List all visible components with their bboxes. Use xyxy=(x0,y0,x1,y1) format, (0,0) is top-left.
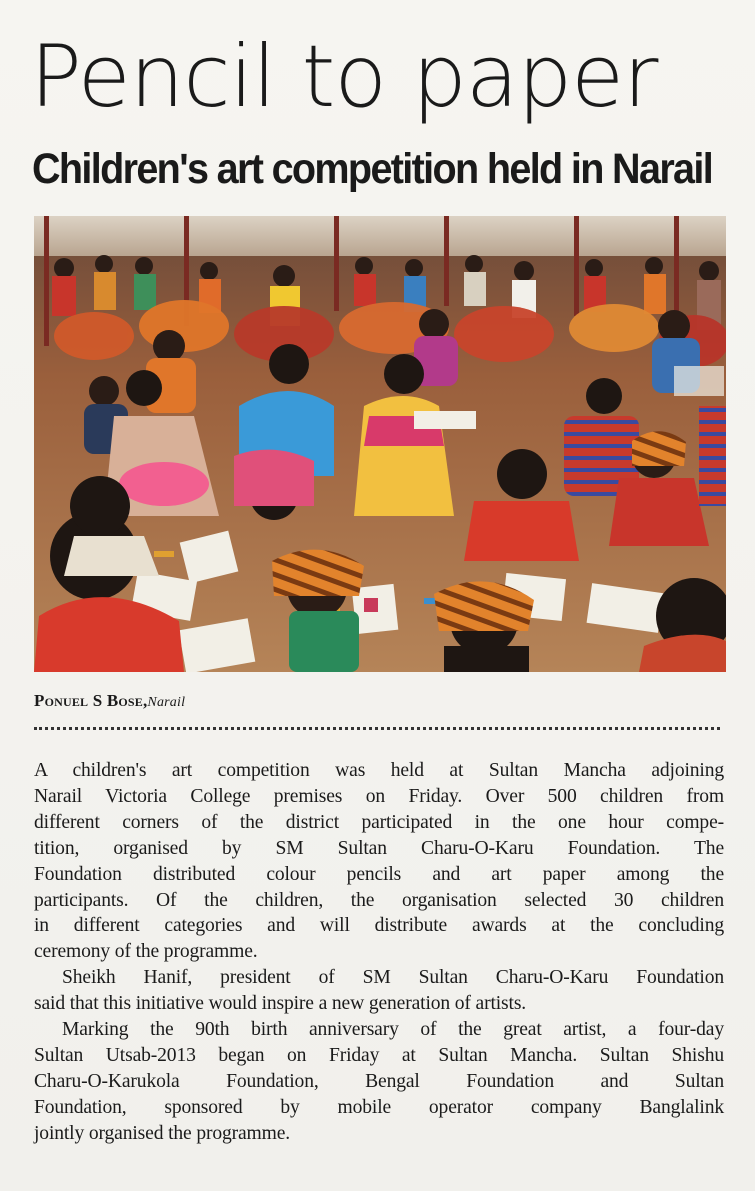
byline-author: Ponuel S Bose, xyxy=(34,691,148,710)
article-line: jointly organised the programme. xyxy=(34,1122,291,1144)
article-line: Marking the 90th birth anniversary of the great artist, a four-day xyxy=(62,1019,724,1041)
article-line: tition, organised by SM Sultan Charu-O-Karu Foundation. The xyxy=(34,837,724,859)
article-line: Sheikh Hanif, president of SM Sultan Charu-O-Karu Foundation xyxy=(62,967,724,989)
article-line: Charu-O-Karukola Foundation, Bengal Foundation and Sultan xyxy=(34,1070,724,1092)
article-line: in different categories and will distribute awards at the concluding xyxy=(34,915,724,937)
article-line: ceremony of the programme. xyxy=(34,941,258,963)
article-line: Foundation, sponsored by mobile operator company Banglalink xyxy=(34,1096,724,1118)
article-line: Foundation distributed colour pencils and art paper among the xyxy=(34,863,724,885)
byline-place: Narail xyxy=(147,695,186,710)
headline: Pencil to paper xyxy=(30,27,658,127)
article-line: A children's art competition was held at Sultan Mancha adjoining xyxy=(34,760,724,781)
byline xyxy=(34,691,185,711)
article-line: Sultan Utsab-2013 began on Friday at Sultan Mancha. Sultan Shishu xyxy=(34,1044,724,1066)
article-photo xyxy=(34,216,726,672)
dotted-divider xyxy=(34,727,720,730)
article-line: Narail Victoria College premises on Friday. Over 500 children from xyxy=(34,785,724,807)
article-line: different corners of the district participated in the one hour compe- xyxy=(34,811,724,833)
article-line: said that this initiative would inspire a new generation of artists. xyxy=(34,993,527,1015)
subheadline: Children's art competition held in Narail xyxy=(32,145,713,193)
article-line: participants. Of the children, the organisation selected 30 children xyxy=(34,889,724,911)
article-body xyxy=(34,758,724,1147)
photo-crowd-children-drawing-icon xyxy=(34,216,726,672)
